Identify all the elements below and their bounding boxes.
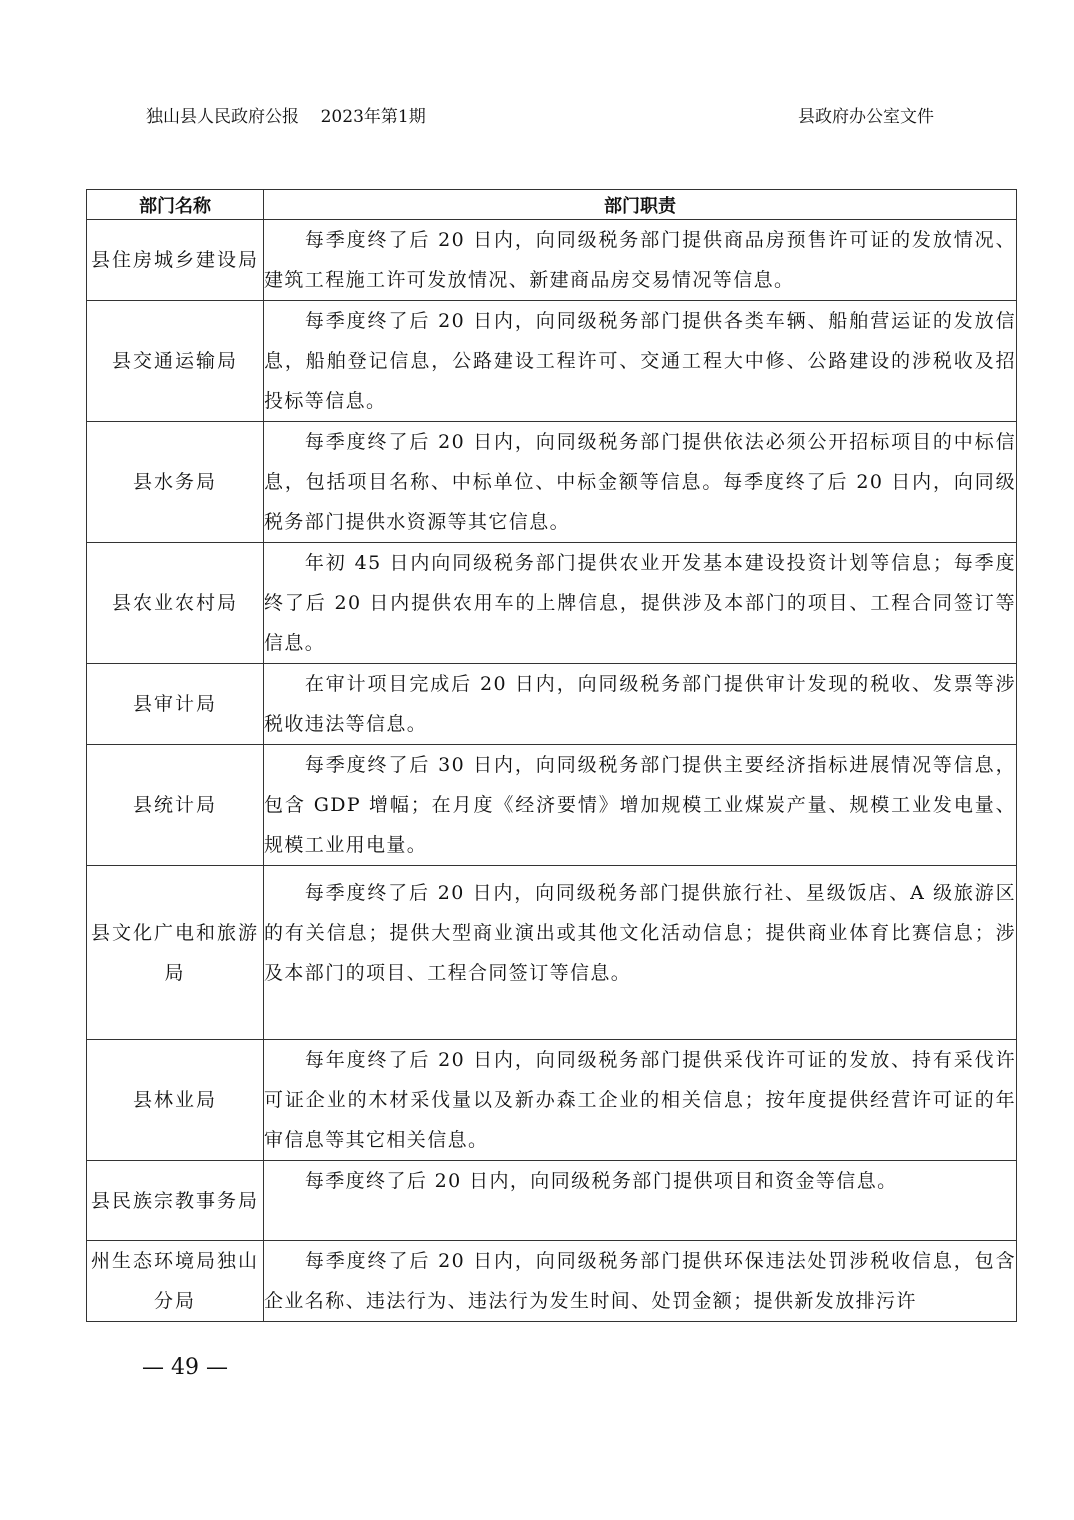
department-duty (264, 1241, 1017, 1322)
table-row (87, 301, 1017, 422)
department-name: 县民族宗教事务局 (87, 1161, 264, 1241)
table-header-row (87, 190, 1017, 220)
duty-text: 年初 45 日内向同级税务部门提供农业开发基本建设投资计划等信息；每季度终了后 20 日内提供农用车的上牌信息，提供涉及本部门的项目、工程合同签订等信息。 (264, 552, 1016, 654)
table-row (87, 543, 1017, 664)
department-name: 县审计局 (87, 664, 264, 745)
department-name: 县住房城乡建设局 (87, 220, 264, 301)
table-row (87, 745, 1017, 866)
department-duty (264, 301, 1017, 422)
table-row (87, 1040, 1017, 1161)
department-name: 县林业局 (87, 1040, 264, 1161)
department-name: 县农业农村局 (87, 543, 264, 664)
duty-text: 每季度终了后 20 日内，向同级税务部门提供项目和资金等信息。 (304, 1170, 898, 1192)
table-row (87, 422, 1017, 543)
duty-text: 每季度终了后 20 日内，向同级税务部门提供商品房预售许可证的发放情况、建筑工程施工许可发放情况、新建商品房交易情况等信息。 (264, 229, 1016, 291)
table-row (87, 1241, 1017, 1322)
department-duty (264, 866, 1017, 1040)
duty-text: 每年度终了后 20 日内，向同级税务部门提供采伐许可证的发放、持有采伐许可证企业的木材采伐量以及新办森工企业的相关信息；按年度提供经营许可证的年审信息等其它相关信息。 (264, 1049, 1016, 1151)
department-duty (264, 1040, 1017, 1161)
duty-text: 在审计项目完成后 20 日内，向同级税务部门提供审计发现的税收、发票等涉税收违法等信息。 (264, 673, 1016, 735)
department-duty (264, 1161, 1017, 1241)
department-name: 县文化广电和旅游局 (87, 866, 264, 1040)
department-duty (264, 745, 1017, 866)
table-row (87, 1161, 1017, 1241)
duty-text: 每季度终了后 20 日内，向同级税务部门提供旅行社、星级饭店、A 级旅游区的有关信息；提供大型商业演出或其他文化活动信息；提供商业体育比赛信息；涉及本部门的项目、工程合同签订等信息。 (264, 882, 1016, 984)
department-name: 州生态环境局独山分局 (87, 1241, 264, 1322)
duty-text: 每季度终了后 30 日内，向同级税务部门提供主要经济指标进展情况等信息，包含 GDP 增幅；在月度《经济要情》增加规模工业煤炭产量、规模工业发电量、规模工业用电量。 (264, 754, 1016, 856)
table-row (87, 220, 1017, 301)
department-name: 县统计局 (87, 745, 264, 866)
department-duty (264, 422, 1017, 543)
duty-text: 每季度终了后 20 日内，向同级税务部门提供各类车辆、船舶营运证的发放信息，船舶登记信息，公路建设工程许可、交通工程大中修、公路建设的涉税收及招投标等信息。 (264, 310, 1016, 412)
table-row (87, 866, 1017, 1040)
department-duty (264, 664, 1017, 745)
department-duty (264, 220, 1017, 301)
column-header-department: 部门名称 (87, 190, 264, 220)
bulletin-header-section: 县政府办公室文件 (798, 107, 934, 127)
department-duty (264, 543, 1017, 664)
department-name: 县水务局 (87, 422, 264, 543)
page-number: — 49 — (142, 1355, 228, 1380)
department-name: 县交通运输局 (87, 301, 264, 422)
duty-text: 每季度终了后 20 日内，向同级税务部门提供依法必须公开招标项目的中标信息，包括项目名称、中标单位、中标金额等信息。每季度终了后 20 日内，向同级税务部门提供水资源等其它信息。 (264, 431, 1016, 533)
department-duties-table (86, 189, 1017, 1322)
bulletin-header-title: 独山县人民政府公报 2023年第1期 (146, 107, 426, 127)
column-header-duties: 部门职责 (264, 190, 1017, 220)
duty-text: 每季度终了后 20 日内，向同级税务部门提供环保违法处罚涉税收信息，包含企业名称、违法行为、违法行为发生时间、处罚金额；提供新发放排污许 (264, 1250, 1016, 1312)
table-row (87, 664, 1017, 745)
